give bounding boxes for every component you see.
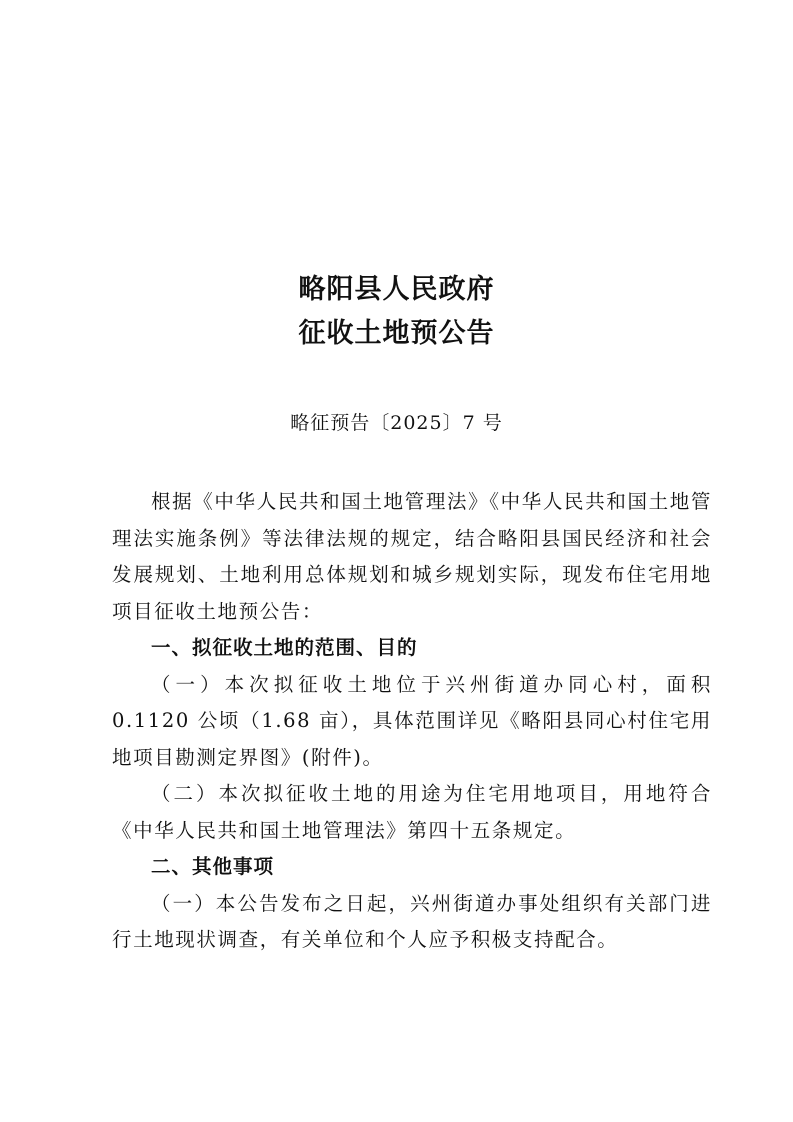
title-line-issuer: 略阳县人民政府	[298, 274, 495, 305]
scope-item-2: （二）本次拟征收土地的用途为住宅用地项目，用地符合《中华人民共和国土地管理法》第四十五条规定。	[112, 782, 712, 842]
other-item-1: （一）本公告发布之日起，兴州街道办事处组织有关部门进行土地现状调查，有关单位和个人应予积极支持配合。	[112, 891, 712, 951]
section-heading-other: 二、其他事项	[151, 855, 275, 878]
document-number: 略征预告〔2025〕7 号	[290, 412, 503, 434]
intro-paragraph: 根据《中华人民共和国土地管理法》《中华人民共和国土地管理法实施条例》等法律法规的规定，结合略阳县国民经济和社会发展规划、土地利用总体规划和城乡规划实际，现发布住宅用地项目征收土地预公告：	[112, 490, 712, 623]
section-heading-scope: 一、拟征收土地的范围、目的	[151, 636, 418, 659]
document-title	[0, 268, 793, 356]
document-body	[112, 484, 712, 959]
title-line-subject: 征收土地预公告	[298, 318, 495, 349]
scope-item-1: （一）本次拟征收土地位于兴州街道办同心村，面积 0.1120 公顷（1.68 亩），具体范围详见《略阳县同心村住宅用地项目勘测定界图》(附件)。	[112, 672, 712, 769]
